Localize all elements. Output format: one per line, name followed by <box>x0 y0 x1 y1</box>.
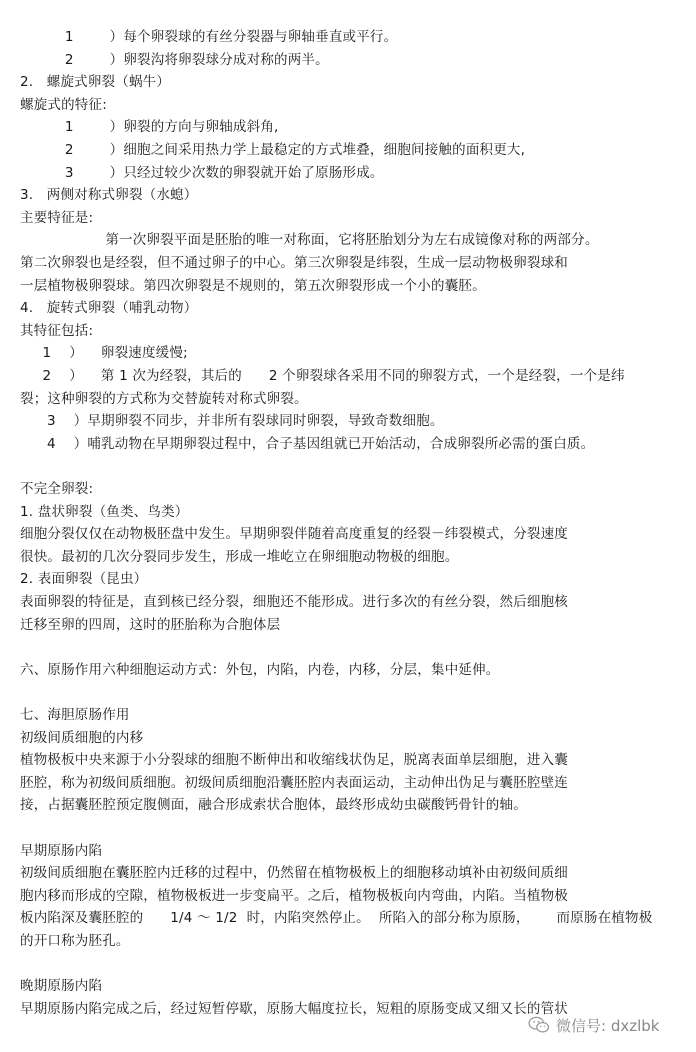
text-line: 早期原肠内陷 <box>20 842 103 859</box>
text-line: 的开口称为胚孔。 <box>20 933 130 949</box>
text-line: 2 ）卵裂沟将卵裂球分成对称的两半。 <box>20 51 329 68</box>
text-line: 3. 两侧对称式卵裂（水螅） <box>20 187 198 204</box>
text-line: 1 ）卵裂的方向与卵轴成斜角, <box>20 119 279 136</box>
text-line: 2 ）细胞之间采用热力学上最稳定的方式堆叠，细胞间接触的面积更大, <box>20 142 526 158</box>
text-line: 其特征包括: <box>20 322 94 339</box>
text-line: 主要特征是: <box>20 209 94 226</box>
text-line: 迁移至卵的四周，这时的胚胎称为合胞体层 <box>20 616 281 633</box>
watermark <box>528 1014 659 1036</box>
text-line: 表面卵裂的特征是，直到核已经分裂，细胞还不能形成。进行多次的有丝分裂，然后细胞核 <box>20 594 568 610</box>
text-line: 板内陷深及囊胚腔的 1/4 ～ 1/2 时，内陷突然停止。 所陷入的部分称为原肠， 而原肠在植物极 <box>20 910 653 927</box>
text-line: 初级间质细胞的内移 <box>20 729 144 746</box>
text-line: 很快。最初的几次分裂同步发生，形成一堆屹立在卵细胞动物极的细胞。 <box>20 548 459 565</box>
text-line: 1 ） 卵裂速度缓慢; <box>20 345 188 362</box>
text-line: 第二次卵裂也是经裂，但不通过卵子的中心。第三次卵裂是纬裂，生成一层动物极卵裂球和 <box>20 255 568 271</box>
text-line: 细胞分裂仅仅在动物极胚盘中发生。早期卵裂伴随着高度重复的经裂－纬裂模式，分裂速度 <box>20 526 568 543</box>
text-line: 不完全卵裂: <box>20 481 94 497</box>
text-line: 植物极板中央来源于小分裂球的细胞不断伸出和收缩线状伪足，脱离表面单层细胞，进入囊 <box>20 752 568 769</box>
watermark-text: 微信号: dxzlbk <box>556 1016 660 1035</box>
text-line: 早期原肠内陷完成之后，经过短暂停歇，原肠大幅度拉长，短粗的原肠变成又细又长的管状 <box>20 1000 568 1017</box>
text-line: 第一次卵裂平面是胚胎的唯一对称面，它将胚胎划分为左右成镜像对称的两部分。 <box>20 232 599 249</box>
text-line: 2. 表面卵裂（昆虫） <box>20 571 148 588</box>
wechat-icon <box>528 1016 550 1034</box>
text-line: 晚期原肠内陷 <box>20 978 103 995</box>
text-line: 3 ）只经过较少次数的卵裂就开始了原肠形成。 <box>20 164 384 181</box>
text-line: 六、原肠作用六种细胞运动方式：外包，内陷，内卷，内移，分层，集中延伸。 <box>20 661 500 678</box>
text-line: 2. 螺旋式卵裂（蜗牛） <box>20 74 171 91</box>
text-line: 4 ）哺乳动物在早期卵裂过程中，合子基因组就已开始活动，合成卵裂所必需的蛋白质。 <box>20 435 595 452</box>
text-line: 接，占据囊胚腔预定腹侧面，融合形成索状合胞体，最终形成幼虫碳酸钙骨针的轴。 <box>20 797 527 814</box>
text-line: 七、海胆原肠作用 <box>20 707 130 723</box>
text-line: 裂；这种卵裂的方式称为交替旋转对称式卵裂。 <box>20 390 308 407</box>
text-line: 1 ）每个卵裂球的有丝分裂器与卵轴垂直或平行。 <box>20 29 398 45</box>
text-line: 1. 盘状卵裂（鱼类、鸟类） <box>20 503 189 520</box>
text-line: 4. 旋转式卵裂（哺乳动物） <box>20 300 198 317</box>
text-line: 2 ） 第 1 次为经裂，其后的 2 个卵裂球各采用不同的卵裂方式，一个是经裂，一个是纬 <box>20 368 625 384</box>
text-line: 胚腔，称为初级间质细胞。初级间质细胞沿囊胚腔内表面运动，主动伸出伪足与囊胚腔壁连 <box>20 774 568 791</box>
text-line: 一层植物极卵裂球。第四次卵裂是不规则的，第五次卵裂形成一个小的囊胚。 <box>20 277 486 294</box>
text-line: 螺旋式的特征: <box>20 96 107 113</box>
text-line: 胞内移而形成的空隙，植物极板进一步变扁平。之后，植物极板向内弯曲，内陷。当植物极 <box>20 887 568 904</box>
text-line: 3 ）早期卵裂不同步，并非所有裂球同时卵裂，导致奇数细胞。 <box>20 413 444 430</box>
text-line: 初级间质细胞在囊胚腔内迁移的过程中，仍然留在植物极板上的细胞移动填补由初级间质细 <box>20 865 568 882</box>
